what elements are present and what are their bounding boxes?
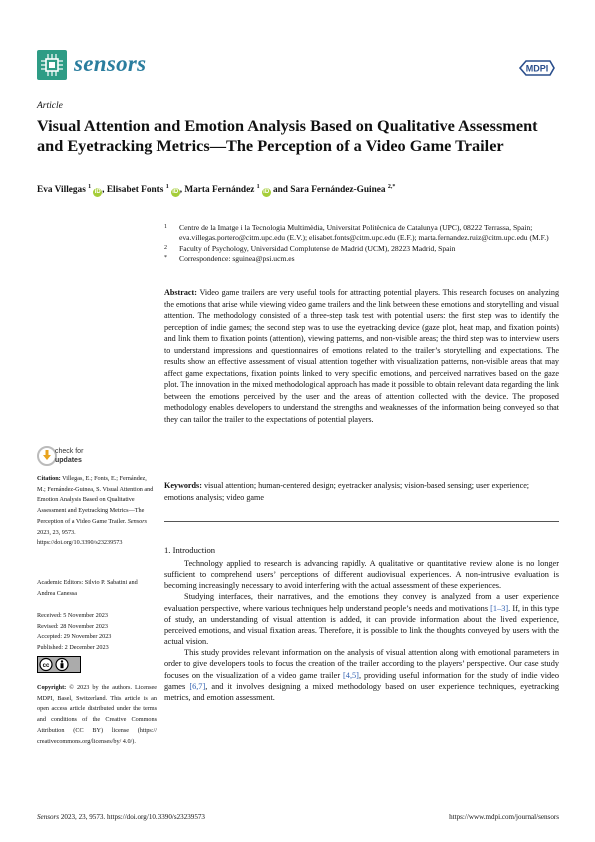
author-name: Eva Villegas	[37, 185, 86, 196]
abstract	[164, 287, 559, 425]
copyright-text: © 2023 by the authors. Licensee MDPI, Basel, Switzerland. This article is an open access article distributed under the terms and conditions of the Creative Commons Attribution (CC BY) license (https:// creativecommons.org/licenses/by/ 4.0/).	[37, 684, 158, 745]
check-updates-icon	[37, 446, 57, 466]
author-affiliation-mark: 1	[88, 184, 92, 190]
author-name: Elisabet Fonts	[106, 185, 164, 196]
journal-name: sensors	[74, 51, 147, 76]
author-list	[37, 184, 557, 197]
journal-logo-icon	[37, 50, 67, 80]
author-affiliation-mark: 1	[256, 184, 260, 190]
author-affiliation-mark: 2,*	[387, 184, 396, 190]
copyright-block	[37, 683, 157, 747]
reference-link[interactable]: [1–3]	[490, 603, 509, 613]
date-received: Received: 5 November 2023	[37, 612, 108, 619]
orcid-icon[interactable]: iD	[172, 189, 179, 196]
article-title: Visual Attention and Emotion Analysis Based on Qualitative Assessment and Eyetracking Metrics—The Perception of a Video Game Trailer	[37, 116, 538, 155]
introduction-body	[164, 558, 559, 703]
paragraph: Technology applied to research is advancing rapidly. A qualitative or quantitative review alone is no longer sufficient to comprehend users’ perceptions of different audiovisual experiences. A non-intrusive evaluation is becoming increasingly necessary to avoid interfering with the actual assessment of these experiences.	[164, 559, 559, 591]
mdpi-logo	[518, 58, 556, 78]
author-name: Marta Fernández	[184, 185, 255, 196]
citation-label: Citation:	[37, 475, 61, 482]
citation-block	[37, 474, 157, 549]
svg-text:cc: cc	[42, 663, 50, 669]
paragraph: This study provides relevant information on the analysis of visual attention along with emotional parameters in order to give developers tools to focus the creation of the trailer according to the players’ perspective. Our case study focuses on the visualization of a video game trailer [4,5], providing useful information for the study of indie video games [6,7], and it involves designing a mixed methodology based on user experience techniques, eyetracking metrics, and emotion assessment.	[164, 648, 559, 702]
academic-editors: Academic Editors: Silvio P. Sabatini and Andrea Canessa	[37, 579, 138, 597]
author-name: Sara Fernández-Guinea	[290, 185, 386, 196]
citation-tail: 2023, 23, 9573. https://doi.org/10.3390/s23239573	[37, 528, 123, 547]
citation-text: Villegas, E.; Fonts, E.; Fernández, M.; Fernández-Guinea, S. Visual Attention and Emotion Analysis Based on Qualitative Assessment and Eyetracking Metrics—The Perception of a Video Game Trailer.	[37, 475, 154, 525]
citation-journal: Sensors	[127, 517, 148, 525]
author-separator: ,	[102, 185, 107, 196]
page-footer	[37, 813, 559, 821]
date-revised: Revised: 28 November 2023	[37, 622, 108, 630]
paragraph: Studying interfaces, their narratives, and the emotions they convey is analyzed from a user experience evaluation perspective, where various techniques help understand people’s needs and motivations [1–3]. If, in this type of study, an understanding of visual attention is added, it can provide information about the lived experience, perceived emotions, and visual fixation areas. Therefore, it is possible to link the thoughts conveyed by users with the actual vision.	[164, 592, 559, 647]
abstract-text: Video game trailers are very useful tools for attracting potential players. This research focuses on analyzing the emotions that arise while viewing video game trailers and the link between these emotions and storytelling and visual attention. The methodology consisted of a three-step task test with potential users: the first step was to identify the perception of indie games; the second step was to use the eyetracking device (gaze plot, heat map, and fixation points) and link them to fixation points (attention), viewing patterns, and non-visible areas; the third step was to interview users to understand impressions and questionnaires of emotions related to the trailer’s storytelling and expectations. The results show an effective assessment of visual attention together with visualization patterns, non-visible areas that may affect game expectations, fixation points linked to very specific emotions, and perceived narratives based on the gaze plot. The innovation in the mixed methodological approach has made it possible to obtain relevant data regarding the link between the emotions perceived by the user and the areas of attention collected with the device. The proposed methodology enables developers to understand the strengths and weaknesses of the information being conveyed so that they can tailor the trailer to the expectations of potential players.	[164, 288, 560, 424]
reference-link[interactable]: [4,5]	[343, 670, 359, 680]
copyright-label: Copyright:	[37, 684, 67, 691]
author-affiliation-mark: 1	[165, 184, 169, 190]
reference-link[interactable]: [6,7]	[189, 681, 206, 691]
footer-journal: Sensors	[37, 813, 60, 821]
footer-journal-url[interactable]: https://www.mdpi.com/journal/sensors	[449, 813, 559, 821]
orcid-icon[interactable]: iD	[94, 189, 101, 196]
author-separator: ,	[179, 185, 185, 196]
affiliation-item: 2 Faculty of Psychology, Universidad Complutense de Madrid (UCM), 28223 Madrid, Spain	[164, 243, 456, 253]
correspondence: * Correspondence: sguinea@psi.ucm.es	[164, 254, 295, 264]
section-divider	[164, 521, 559, 522]
date-published: Published: 2 December 2023	[37, 644, 109, 652]
orcid-icon[interactable]: iD	[263, 189, 270, 196]
check-updates-label: check for updates	[55, 448, 84, 464]
keywords	[164, 480, 559, 503]
keywords-text: visual attention; human-centered design; eyetracker analysis; vision-based sensing; user experience; emotions analysis; video game	[164, 481, 530, 502]
author-separator: and	[270, 185, 291, 196]
article-type: Article	[37, 101, 63, 111]
cc-by-license-icon[interactable]	[37, 656, 81, 673]
abstract-label: Abstract:	[164, 288, 197, 297]
keywords-label: Keywords:	[164, 481, 202, 490]
footer-citation: 2023, 23, 9573. https://doi.org/10.3390/s23239573	[60, 813, 205, 821]
check-for-updates-badge[interactable]	[37, 446, 147, 472]
publisher-name: MDPI	[525, 63, 549, 74]
publication-dates	[37, 611, 157, 654]
affiliation-item: 1 Centre de la Imatge i la Tecnologia Multimèdia, Universitat Politècnica de Catalunya (UPC), 08222 Terrassa, Spain; eva.villegas.portero@citm.upc.edu (E.V.); elisabet.fonts@citm.upc.edu (E.F.); marta.fernandez.ruiz@citm.upc.edu (M.F.)	[164, 223, 549, 243]
section-heading: 1. Introduction	[164, 545, 216, 555]
affiliations	[164, 223, 559, 265]
date-accepted: Accepted: 29 November 2023	[37, 633, 112, 641]
